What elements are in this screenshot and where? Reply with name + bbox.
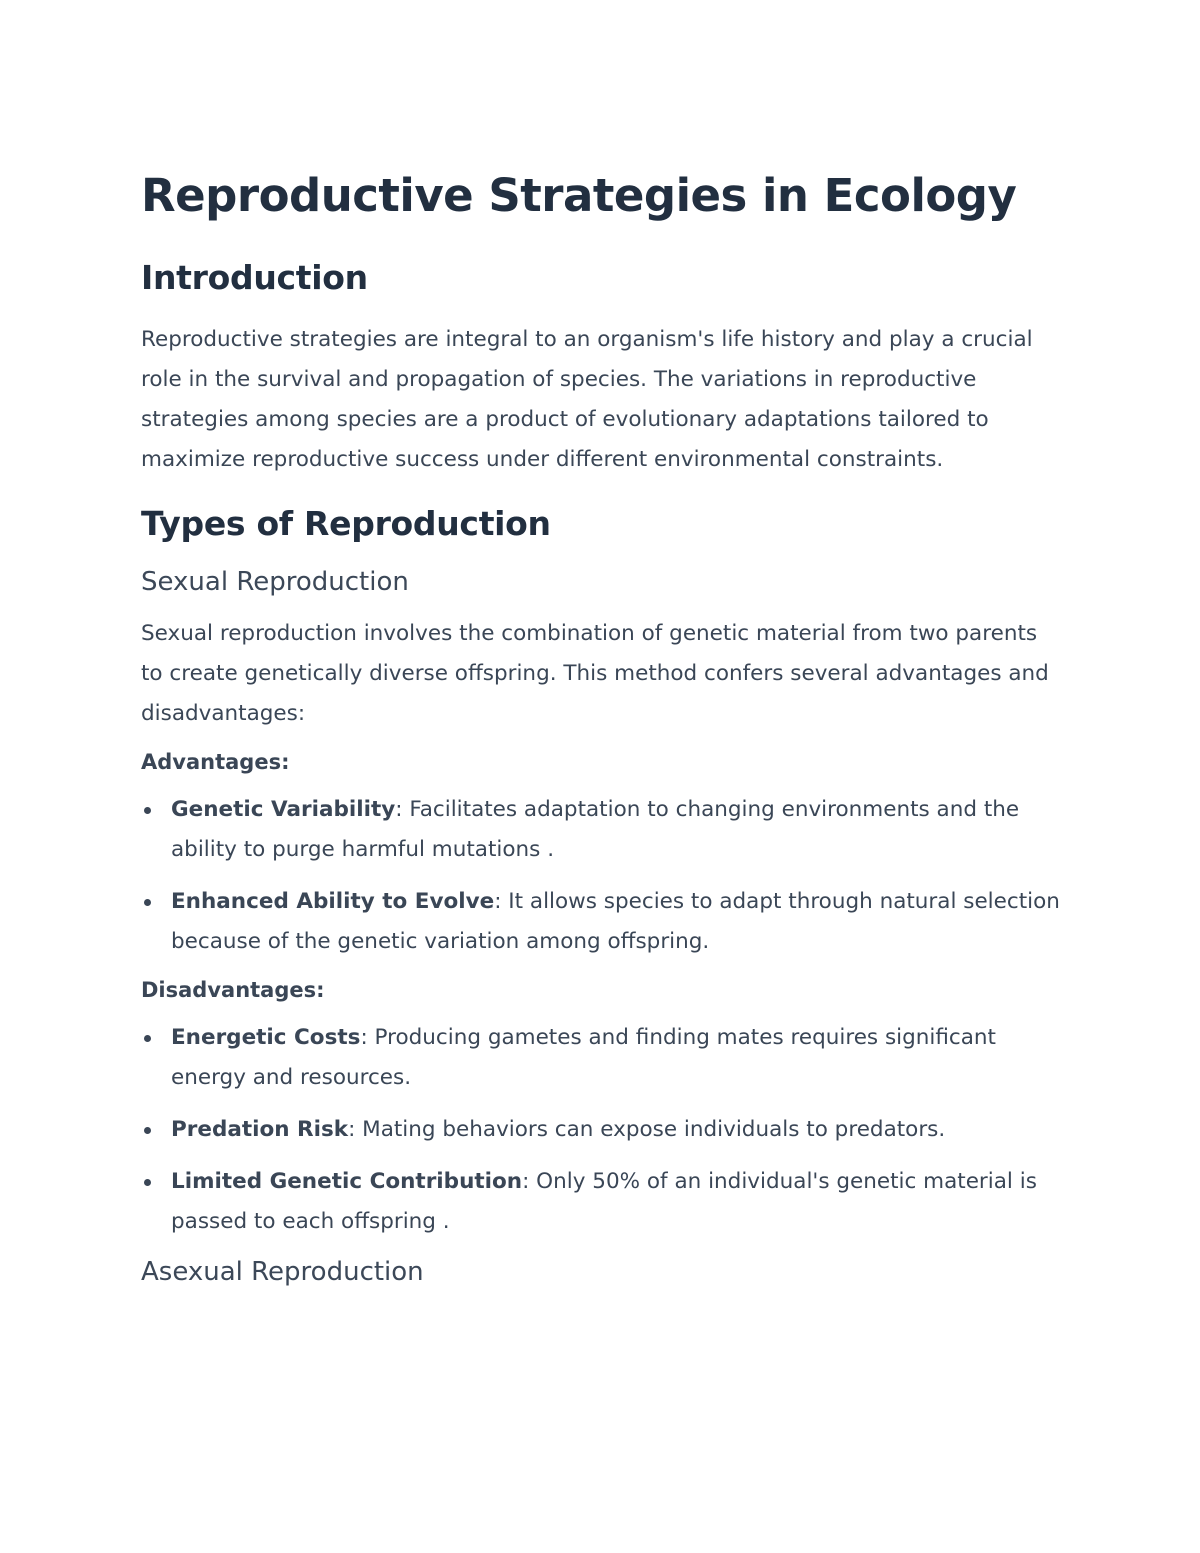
bullet-icon	[144, 1035, 151, 1042]
sexual-reproduction-heading: Sexual Reproduction	[141, 567, 409, 597]
list-item	[141, 882, 1061, 962]
bullet-icon	[144, 807, 151, 814]
list-item	[141, 1162, 1061, 1242]
list-item-text: : Mating behaviors can expose individuals to predators.	[348, 1117, 946, 1142]
list-item-text: : Facilitates adaptation to changing environments and the ability to purge harmful mutations .	[171, 797, 1020, 862]
list-item-term: Predation Risk	[171, 1117, 349, 1142]
list-item-term: Energetic Costs	[171, 1025, 361, 1050]
types-of-reproduction-heading: Types of Reproduction	[141, 504, 551, 543]
list-item-text: : Producing gametes and finding mates requires significant energy and resources.	[171, 1025, 996, 1090]
list-item-text: : Only 50% of an individual's genetic material is passed to each offspring .	[171, 1169, 1037, 1234]
list-item	[141, 1018, 1061, 1098]
document-page	[141, 168, 1061, 1290]
introduction-paragraph: Reproductive strategies are integral to an organism's life history and play a crucial role in the survival and propagation of species. The variations in reproductive strategies among species are a product of evolutionary adaptations tailored to maximize reproductive success under different environmental constraints.	[141, 327, 1033, 472]
list-item-text: : It allows species to adapt through natural selection because of the genetic variation among offspring.	[171, 889, 1060, 954]
list-item-term: Enhanced Ability to Evolve	[171, 889, 495, 914]
document-title: Reproductive Strategies in Ecology	[141, 169, 1017, 222]
list-item	[141, 1110, 1061, 1150]
disadvantages-list	[141, 1018, 1061, 1242]
introduction-heading: Introduction	[141, 258, 368, 297]
list-item-term: Limited Genetic Contribution	[171, 1169, 523, 1194]
list-item-term: Genetic Variability	[171, 797, 396, 822]
advantages-list	[141, 790, 1061, 962]
list-item	[141, 790, 1061, 870]
sexual-reproduction-paragraph: Sexual reproduction involves the combination of genetic material from two parents to create genetically diverse offspring. This method confers several advantages and disadvantages:	[141, 621, 1049, 726]
bullet-icon	[144, 1127, 151, 1134]
bullet-icon	[144, 899, 151, 906]
advantages-label: Advantages:	[141, 750, 290, 774]
disadvantages-label: Disadvantages:	[141, 978, 325, 1002]
asexual-reproduction-heading: Asexual Reproduction	[141, 1257, 424, 1287]
bullet-icon	[144, 1179, 151, 1186]
